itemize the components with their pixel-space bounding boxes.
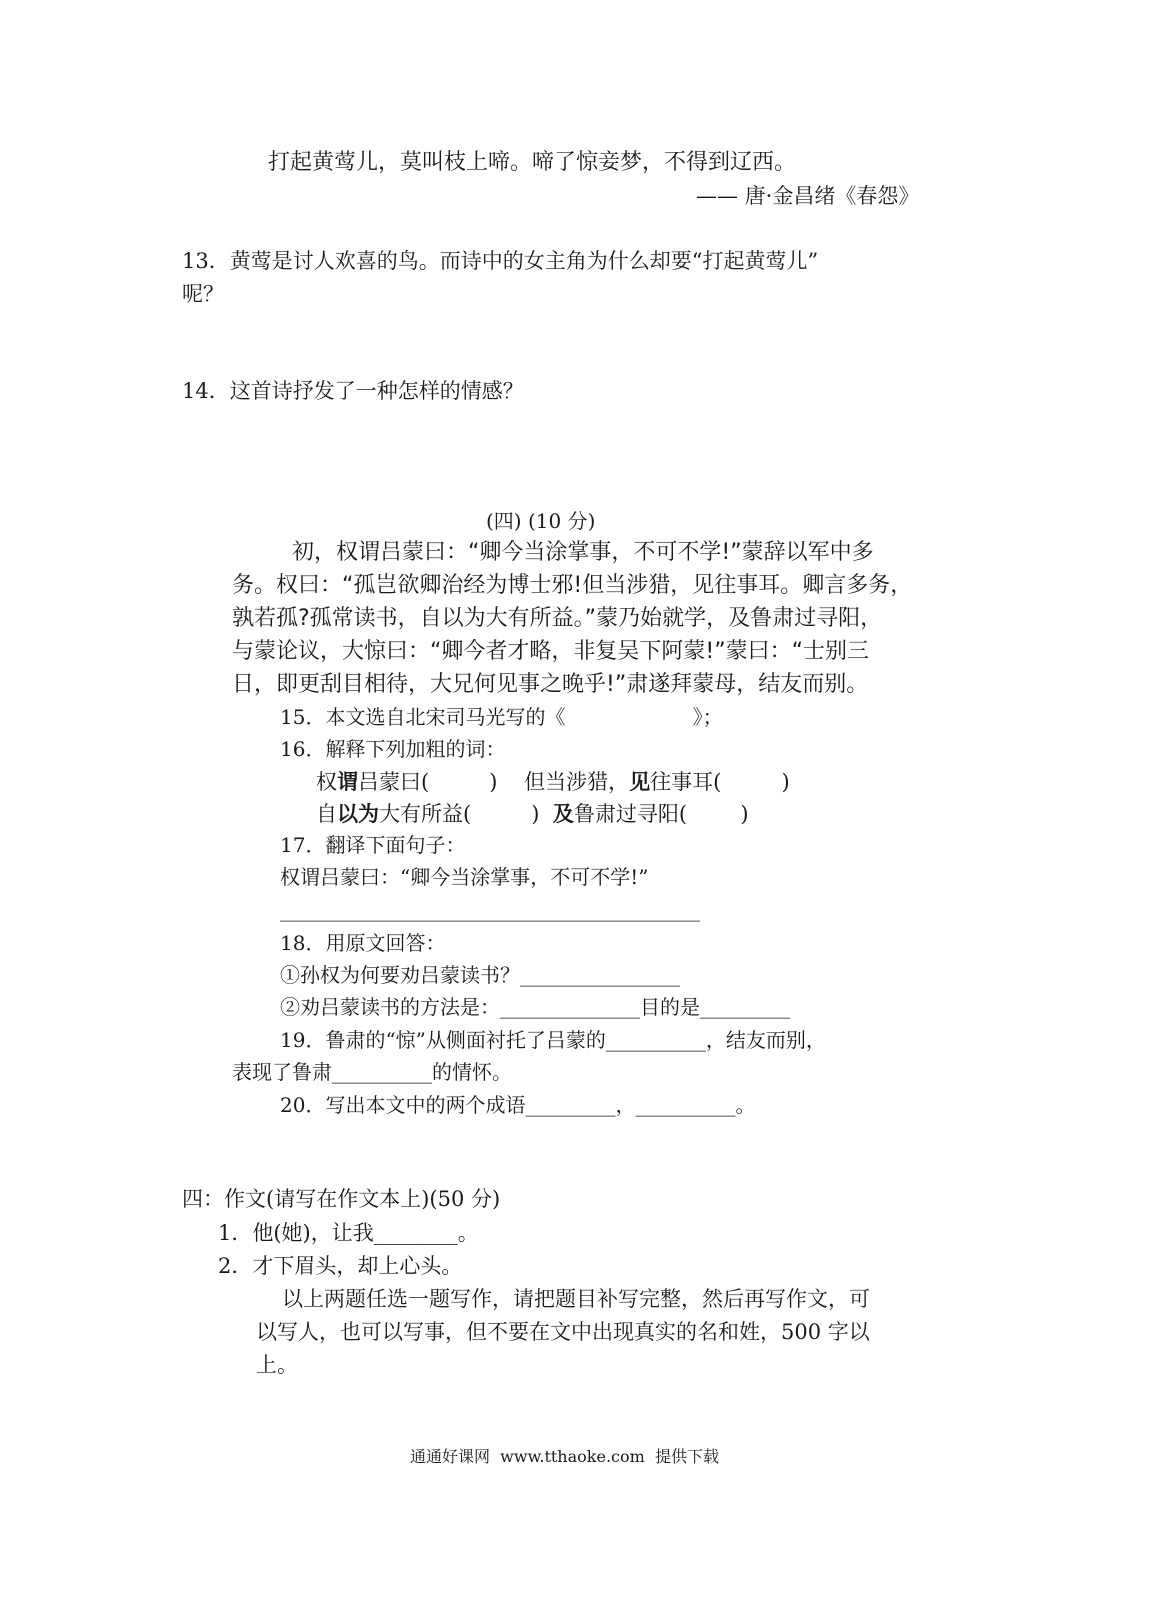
question-15: 15．本文选自北宋司马光写的《 》； — [280, 705, 723, 729]
footer-source: 通通好课网 www.tthaoke.com 提供下载 — [410, 1447, 719, 1466]
question-18-prompt: 18．用原文回答： — [280, 931, 446, 955]
q16-row2-text-c: 大有所益( ) — [379, 802, 553, 826]
q16-bold-word-jian: 见 — [629, 769, 651, 794]
question-19-line-1: 19．鲁肃的“惊”从侧面衬托了吕蒙的__________，结友而别， — [280, 1028, 826, 1052]
question-16-row-1 — [316, 769, 790, 795]
section-4-heading: (四) (10 分) — [486, 509, 596, 533]
passage-line-2: 务。权曰：“孤岂欲卿治经为博士邪!但当涉猎，见往事耳。卿言多务， — [232, 573, 913, 598]
composition-topic-2: 2．才下眉头，却上心头。 — [218, 1254, 463, 1278]
question-19-line-2: 表现了鲁肃__________的情怀。 — [232, 1060, 512, 1084]
question-18-item-2: ②劝吕蒙读书的方法是：______________目的是_________ — [280, 995, 790, 1019]
q16-bold-word-yiwei: 以为 — [337, 801, 379, 826]
passage-line-4: 与蒙论议，大惊曰：“卿今者才略，非复吴下阿蒙!”蒙曰：“士别三 — [232, 639, 870, 664]
q16-row2-text-e: 鲁肃过寻阳( ) — [573, 802, 749, 826]
question-17-sentence: 权谓吕蒙曰：“卿今当涂掌事，不可不学!” — [280, 865, 649, 889]
q16-row1-text-c: 吕蒙曰( ) 但当涉猎， — [358, 770, 630, 794]
q16-row1-text-a: 权 — [316, 770, 337, 794]
question-18-item-1: ①孙权为何要劝吕蒙读书？________________ — [280, 963, 680, 987]
question-20: 20．写出本文中的两个成语_________，__________。 — [280, 1093, 756, 1117]
passage-line-1: 初，权谓吕蒙曰：“卿今当涂掌事，不可不学!”蒙辞以军中多 — [292, 540, 874, 565]
composition-instructions-line-1: 以上两题任选一题写作，请把题目补写完整，然后再写作文，可 — [282, 1287, 870, 1311]
q16-row2-text-a: 自 — [316, 802, 337, 826]
composition-instructions-line-3: 上。 — [256, 1353, 298, 1377]
question-13-line-1: 13．黄莺是讨人欢喜的鸟。而诗中的女主角为什么却要“打起黄莺儿” — [182, 249, 819, 273]
question-13-line-2: 呢？ — [182, 282, 224, 306]
question-17-prompt: 17．翻译下面句子： — [280, 833, 466, 857]
question-14: 14．这首诗抒发了一种怎样的情感？ — [182, 379, 524, 403]
question-16-prompt: 16．解释下列加粗的词： — [280, 737, 506, 761]
question-16-row-2 — [316, 801, 749, 827]
passage-line-3: 孰若孤?孤常读书，自以为大有所益。”蒙乃始就学，及鲁肃过寻阳， — [232, 606, 883, 631]
q16-bold-word-wei: 谓 — [337, 769, 358, 794]
passage-line-5: 日，即更刮目相待，大兄何见事之晚乎!”肃遂拜蒙母，结友而别。 — [232, 672, 869, 697]
poem-attribution: —— 唐·金昌绪《春怨》 — [696, 184, 920, 208]
composition-instructions-line-2: 以写人，也可以写事，但不要在文中出现真实的名和姓，500 字以 — [256, 1320, 870, 1344]
poem-text: 打起黄莺儿，莫叫枝上啼。啼了惊妾梦，不得到辽西。 — [268, 150, 797, 175]
composition-heading: 四：作文(请写在作文本上)(50 分) — [182, 1187, 501, 1211]
question-17-answer-blank: __________________________________________ — [280, 898, 700, 922]
composition-topic-1: 1．他(她)，让我________。 — [218, 1221, 479, 1245]
q16-row1-text-e: 往事耳( ) — [650, 770, 790, 794]
q16-bold-word-ji: 及 — [552, 801, 574, 826]
